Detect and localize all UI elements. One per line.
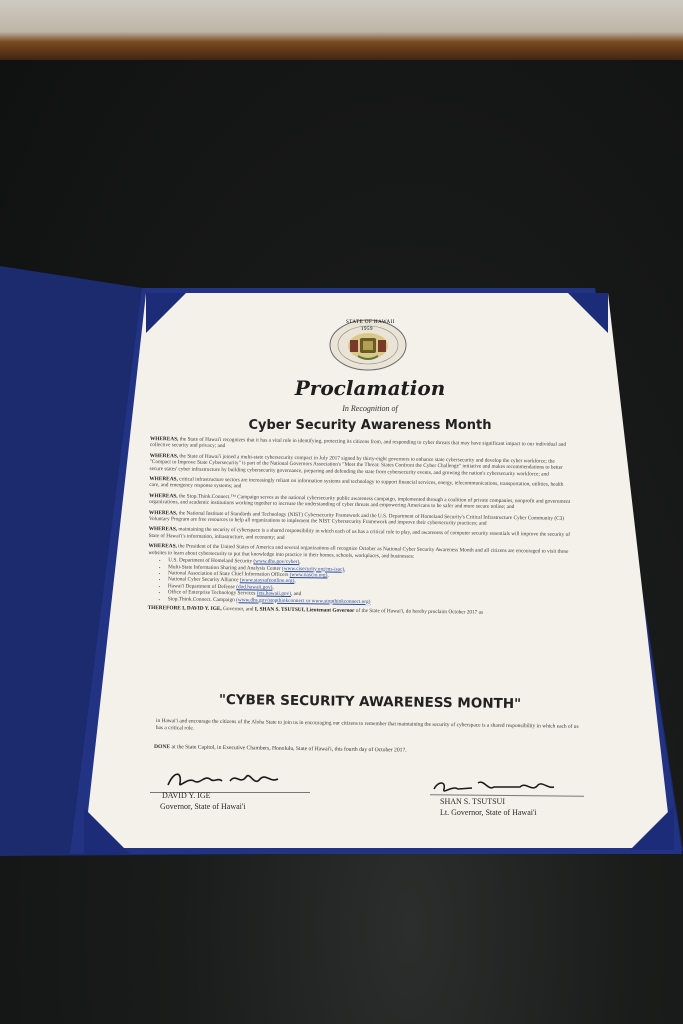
resource-link: (www.dhs.gov/cyber) xyxy=(253,558,300,566)
whereas-paragraph: WHEREAS, critical infrastructure sectors are increasingly reliant on information systems and technology to support financial services, energy, telecommunications, transportation, utilities, health care, and emergency response systems; and xyxy=(149,476,564,490)
whereas-paragraph: WHEREAS, the Stop.Think.Connect.™ Campaign serves as the national cybersecurity public awareness campaign, implemented through a coalition of private companies, nonprofit and government organizations, and academic institutions working together to increase the understanding of cyber threats and empowering Americans to be safer and more secure online; and xyxy=(149,492,571,511)
resource-link: (www.staysafeonline.org) xyxy=(239,577,295,585)
list-item: • Hawai'i Department of Defense (dod.hawaii.gov), xyxy=(168,583,570,595)
whereas-paragraph: WHEREAS, the State of Hawai'i recognizes that it has a vital role in identifying, protecting its citizens from, and responding to cyber threats that may have significant impact to our individual and collective security and privacy; and xyxy=(149,436,567,450)
resource-link: (dod.hawaii.gov) xyxy=(236,583,273,591)
document-subheading: In Recognition of xyxy=(342,404,398,413)
document-heading: Proclamation xyxy=(294,376,446,400)
list-item: • National Cyber Security Alliance (www.staysafeonline.org), xyxy=(168,577,570,589)
whereas-paragraph: WHEREAS, the President of the United States of America and several organizations all recognize October as National Cyber Security Awareness Month and all citizens are encouraged to visit these websites to learn about cybersecurity to put that knowledge into practice in their homes, schools, workplaces, and businesses: xyxy=(148,543,569,560)
encouragement-paragraph: in Hawai'i and encourage the citizens of the Aloha State to join us in encouraging our citizens to remember that maintaining the security of cyberspace is a shared responsibility in which each of us has a critical role. xyxy=(155,718,579,732)
whereas-paragraph: WHEREAS, the National Institute of Standards and Technology (NIST) Cybersecurity Framework and the U.S. Department of Homeland Security's Critical Infrastructure Cyber Community (C3) Voluntary Program are free resources to help all organizations to implement the NIST Cybersecurity Framework and improve their cybersecurity practices; and xyxy=(148,509,565,527)
governor-title: Governor, State of Hawai'i xyxy=(160,802,246,811)
proclamation-body xyxy=(147,436,571,621)
resource-link: (www.dhs.gov/stopthinkconnect or www.stopthinkconnect.org) xyxy=(236,596,371,605)
lt-governor-title: Lt. Governor, State of Hawai'i xyxy=(440,808,537,817)
resource-link: (ets.hawaii.gov) xyxy=(256,590,291,598)
proclaimed-month-headline: "CYBER SECURITY AWARENESS MONTH" xyxy=(218,691,522,713)
list-item: • U.S. Department of Homeland Security (www.dhs.gov/cyber), xyxy=(168,557,570,569)
seal-top-text: STATE OF HAWAII xyxy=(346,320,395,325)
seal-year: 1959 xyxy=(361,327,373,332)
resource-link: (www.cisecurity.org/ms-isac) xyxy=(281,565,345,573)
list-item: • Multi-State Information Sharing and Analysis Center (www.cisecurity.org/ms-isac), xyxy=(168,564,570,576)
governor-name: DAVID Y. IGE xyxy=(162,791,211,800)
therefore-paragraph: THEREFORE I, DAVID Y. IGE, Governor, and I, SHAN S. TSUTSUI, Lieutenant Governor of the State of Hawai'i, do hereby proclaim October 2017 as xyxy=(147,604,484,616)
done-paragraph: DONE at the State Capitol, in Executive Chambers, Honolulu, State of Hawai'i, this fourth day of October 2017. xyxy=(153,744,407,754)
resource-list xyxy=(168,557,571,607)
whereas-paragraph: WHEREAS, the State of Hawai'i joined a multi-state cybersecurity compact in July 2017 signed by thirty-eight governors to enhance state cybersecurity and develop the cyber workforce; the "Compact to Improve State Cybersecurity" is part of the National Governors Association's "Meet the Threat: States Confront the Cyber Challenge" initiative and makes recommendations to better secure states' cyber infrastructure by building cybersecurity governance, preparing and defending the state from cybersecurity events, and growing the nation's cybersecurity workforce; and xyxy=(149,452,563,478)
list-item: • Office of Enterprise Technology Services (ets.hawaii.gov), and xyxy=(168,589,570,601)
resource-link: (www.nascio.org) xyxy=(289,571,328,579)
lt-governor-name: SHAN S. TSUTSUI xyxy=(440,797,505,806)
list-item: • National Association of State Chief Information Officers (www.nascio.org), xyxy=(168,570,570,582)
list-item: • Stop.Think.Connect. Campaign (www.dhs.gov/stopthinkconnect or www.stopthinkconnect.org) xyxy=(168,596,570,608)
whereas-paragraph: WHEREAS, maintaining the security of cyberspace is a shared responsibility in which each of us has a critical role to play, and awareness of computer security essentials will improve the security of State of Hawai'i's information, infrastructure, and economy; and xyxy=(148,526,571,541)
document-title: Cyber Security Awareness Month xyxy=(248,418,492,433)
